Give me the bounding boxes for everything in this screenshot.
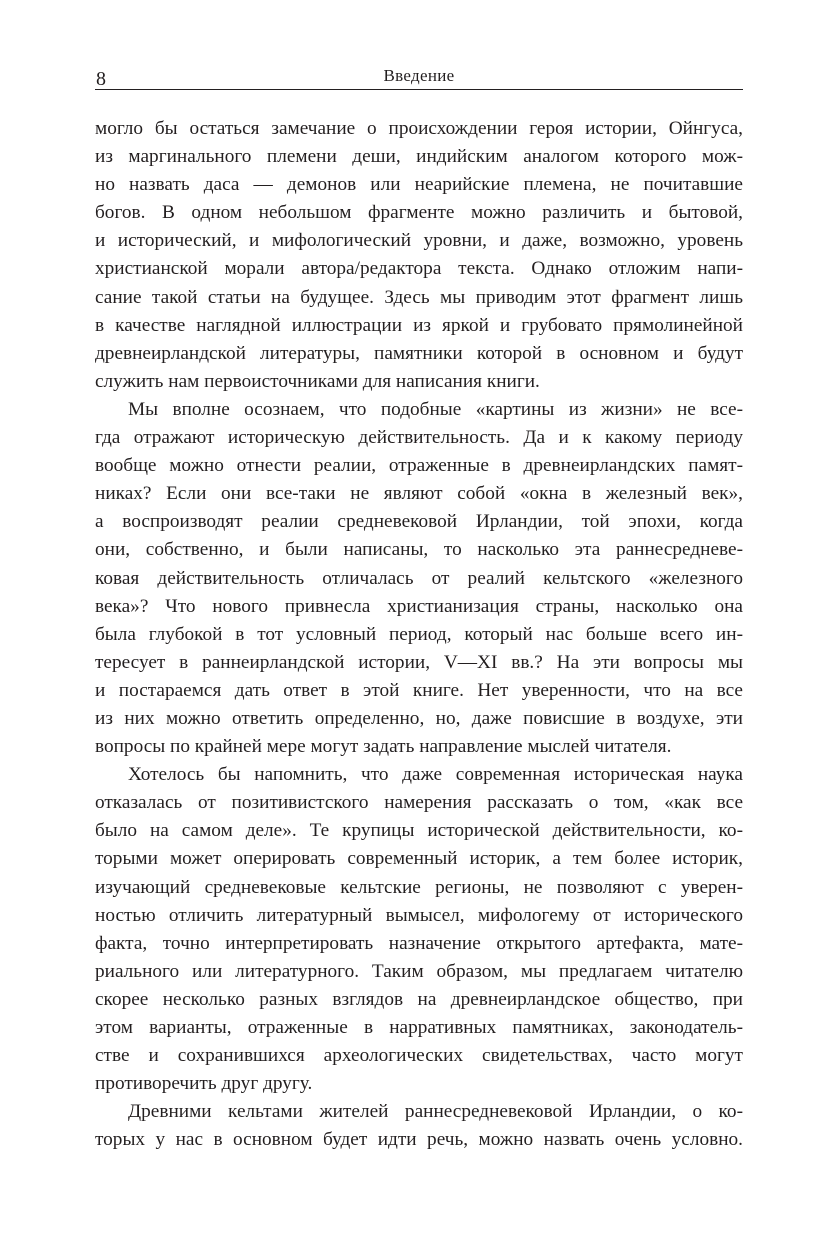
text-line: торыми может оперировать современный историк, а тем более историк, <box>95 848 743 870</box>
text-line: и исторический, и мифологический уровни, и даже, возможно, уровень <box>95 230 743 252</box>
text-line: гда отражают историческую действительность. Да и к какому периоду <box>95 427 743 449</box>
text-line: из них можно ответить определенно, но, даже повисшие в воздухе, эти <box>95 707 743 729</box>
text-line: торых у нас в основном будет идти речь, можно назвать очень условно. <box>95 1129 743 1151</box>
text-line: ковая действительность отличалась от реалий кельтского «железного <box>95 567 743 589</box>
text-line: было на самом деле». Те крупицы исторической действительности, ко- <box>95 820 743 842</box>
text-line: скорее несколько разных взглядов на древнеирландское общество, при <box>95 988 743 1010</box>
text-line: вопросы по крайней мере могут задать направление мыслей читателя. <box>95 736 672 758</box>
text-line: из маргинального племени деши, индийским аналогом которого мож- <box>95 146 743 168</box>
text-line: древнеирландской литературы, памятники которой в основном и будут <box>95 342 743 364</box>
text-line: служить нам первоисточниками для написания книги. <box>95 370 540 392</box>
running-title: Введение <box>383 66 455 85</box>
text-line: тересует в раннеирландской истории, V—XI вв.? На эти вопросы мы <box>95 651 743 673</box>
text-line: в качестве наглядной иллюстрации из яркой и грубовато прямолинейной <box>95 314 743 336</box>
text-line: была глубокой в тот условный период, который нас больше всего ин- <box>95 623 743 645</box>
paragraph <box>95 396 743 761</box>
text-line: богов. В одном небольшом фрагменте можно различить и бытовой, <box>95 202 743 224</box>
text-line: риального или литературного. Таким образом, мы предлагаем читателю <box>95 960 743 982</box>
paragraph <box>95 115 743 396</box>
text-line: этом варианты, отраженные в нарративных памятниках, законодатель- <box>95 1017 743 1038</box>
text-line: стве и сохранившихся археологических свидетельствах, часто могут <box>95 1045 743 1067</box>
text-line: Древними кельтами жителей раннесредневековой Ирландии, о ко- <box>128 1101 743 1123</box>
text-line: ностью отличить литературный вымысел, мифологему от исторического <box>95 904 743 926</box>
page-header <box>95 63 743 90</box>
page-number: 8 <box>96 68 106 90</box>
text-line: сание такой статьи на будущее. Здесь мы приводим этот фрагмент лишь <box>95 286 743 308</box>
text-line: противоречить друг другу. <box>95 1073 313 1095</box>
text-line: Хотелось бы напомнить, что даже современная историческая наука <box>128 764 743 786</box>
text-line: вообще можно отнести реалии, отраженные в древнеирландских памят- <box>95 455 743 477</box>
body-text <box>95 115 743 1154</box>
text-line: факта, точно интерпретировать назначение открытого артефакта, мате- <box>95 932 743 954</box>
text-line: изучающий средневековые кельтские регионы, не позволяют с уверен- <box>95 876 743 898</box>
text-line: и постараемся дать ответ в этой книге. Нет уверенности, что на все <box>95 679 743 701</box>
text-line: отказалась от позитивистского намерения рассказать о том, «как все <box>95 792 743 814</box>
text-line: могло бы остаться замечание о происхождении героя истории, Ойнгуса, <box>95 118 743 139</box>
text-line: Мы вполне осознаем, что подобные «картины из жизни» не все- <box>128 398 743 420</box>
text-line: никах? Если они все-таки не являют собой «окна в железный век», <box>95 483 743 505</box>
text-line: они, собственно, и были написаны, то насколько эта раннесредневе- <box>95 539 743 561</box>
paragraph <box>95 1098 743 1154</box>
text-line: века»? Что нового привнесла христианизация страны, насколько она <box>95 595 743 617</box>
paragraph <box>95 761 743 1098</box>
text-line: но назвать даса — демонов или неарийские племена, не почитавшие <box>95 174 743 196</box>
text-line: а воспроизводят реалии средневековой Ирландии, той эпохи, когда <box>95 511 743 533</box>
text-line: христианской морали автора/редактора текста. Однако отложим напи- <box>95 258 743 280</box>
